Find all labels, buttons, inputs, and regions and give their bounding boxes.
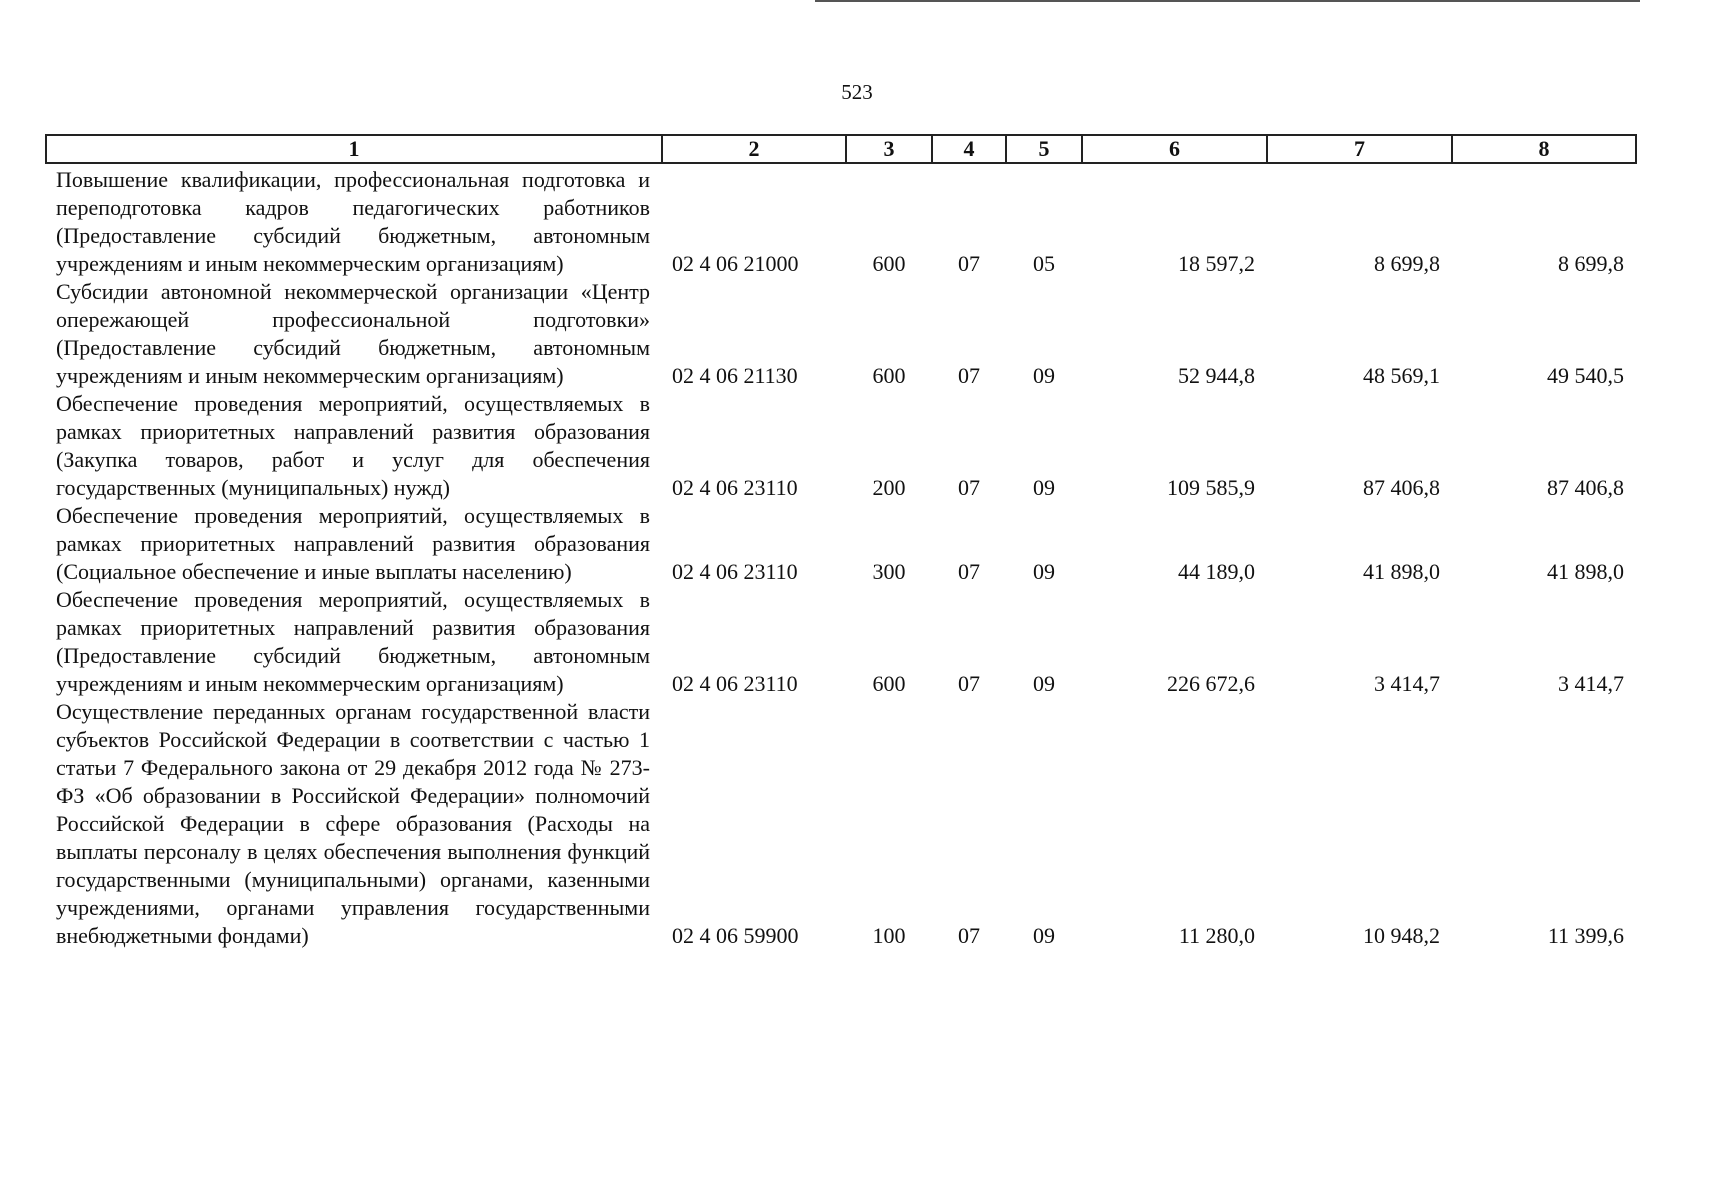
- row-col5: 05: [1033, 251, 1055, 276]
- table-row: [46, 390, 1636, 502]
- table-row: [46, 586, 1636, 698]
- row-col7: 8 699,8: [1374, 251, 1440, 276]
- row-col4: 07: [958, 671, 980, 696]
- row-col7: 87 406,8: [1363, 475, 1440, 500]
- row-col5: 09: [1033, 475, 1055, 500]
- table-row: [46, 163, 1636, 278]
- row-col6: 11 280,0: [1178, 923, 1255, 948]
- column-header-8: 8: [1452, 135, 1636, 163]
- row-col3: 600: [872, 251, 906, 276]
- row-description: Повышение квалификации, профессиональная подготовка и переподготовка кадров педагогических работников (Предоставление субсидий бюджетным, автономным учреждениям и иным некоммерческим организациям): [56, 167, 650, 276]
- column-header-5: 5: [1006, 135, 1082, 163]
- row-col3: 100: [872, 923, 906, 948]
- page-number: 523: [841, 80, 873, 104]
- row-col7: 41 898,0: [1363, 559, 1440, 584]
- row-col5: 09: [1033, 923, 1055, 948]
- row-code: 02 4 06 23110: [672, 559, 798, 584]
- column-header-3: 3: [846, 135, 932, 163]
- row-col4: 07: [958, 559, 980, 584]
- row-col8: 87 406,8: [1547, 475, 1624, 500]
- row-col7: 48 569,1: [1363, 363, 1440, 388]
- row-col5: 09: [1033, 363, 1055, 388]
- row-code: 02 4 06 21130: [672, 363, 798, 388]
- table-row: [46, 698, 1636, 950]
- row-col4: 07: [958, 363, 980, 388]
- table-row: [46, 278, 1636, 390]
- row-col8: 11 399,6: [1547, 923, 1624, 948]
- row-col5: 09: [1033, 559, 1055, 584]
- row-description: Обеспечение проведения мероприятий, осуществляемых в рамках приоритетных направлений развития образования (Закупка товаров, работ и услуг для обеспечения государственных (муниципальных) нужд): [56, 391, 650, 500]
- row-col3: 600: [872, 363, 906, 388]
- row-col6: 52 944,8: [1178, 363, 1255, 388]
- row-code: 02 4 06 21000: [672, 251, 799, 276]
- column-header-7: 7: [1267, 135, 1452, 163]
- budget-table: [45, 134, 1637, 950]
- row-col8: 49 540,5: [1547, 363, 1624, 388]
- row-col8: 8 699,8: [1558, 251, 1624, 276]
- header-row: [46, 135, 1636, 163]
- row-col6: 18 597,2: [1178, 251, 1255, 276]
- row-col4: 07: [958, 475, 980, 500]
- row-description: Субсидии автономной некоммерческой организации «Центр опережающей профессиональной подготовки» (Предоставление субсидий бюджетным, автономным учреждениям и иным некоммерческим организациям): [56, 279, 650, 388]
- top-rule: [815, 0, 1640, 2]
- row-col7: 10 948,2: [1363, 923, 1440, 948]
- row-col3: 200: [872, 475, 906, 500]
- row-col3: 600: [872, 671, 906, 696]
- column-header-6: 6: [1082, 135, 1267, 163]
- row-col6: 226 672,6: [1167, 671, 1255, 696]
- table-row: [46, 502, 1636, 586]
- row-col7: 3 414,7: [1374, 671, 1440, 696]
- row-col6: 44 189,0: [1178, 559, 1255, 584]
- row-description: Обеспечение проведения мероприятий, осуществляемых в рамках приоритетных направлений развития образования (Социальное обеспечение и иные выплаты населению): [56, 503, 650, 584]
- column-header-4: 4: [932, 135, 1006, 163]
- column-header-1: 1: [46, 135, 662, 163]
- row-description: Обеспечение проведения мероприятий, осуществляемых в рамках приоритетных направлений развития образования (Предоставление субсидий бюджетным, автономным учреждениям и иным некоммерческим организациям): [56, 587, 650, 696]
- row-description: Осуществление переданных органам государственной власти субъектов Российской Федерации в соответствии с частью 1 статьи 7 Федерального закона от 29 декабря 2012 года № 273-ФЗ «Об образовании в Российской Федерации» полномочий Российской Федерации в сфере образования (Расходы на выплаты персоналу в целях обеспечения выполнения функций государственными (муниципальными) органами, казенными учреждениями, органами управления государственными внебюджетными фондами): [56, 699, 650, 948]
- row-code: 02 4 06 23110: [672, 671, 798, 696]
- row-col3: 300: [872, 559, 906, 584]
- row-code: 02 4 06 23110: [672, 475, 798, 500]
- row-code: 02 4 06 59900: [672, 923, 799, 948]
- row-col6: 109 585,9: [1167, 475, 1255, 500]
- row-col8: 3 414,7: [1558, 671, 1624, 696]
- row-col5: 09: [1033, 671, 1055, 696]
- row-col4: 07: [958, 923, 980, 948]
- row-col8: 41 898,0: [1547, 559, 1624, 584]
- row-col4: 07: [958, 251, 980, 276]
- column-header-2: 2: [662, 135, 846, 163]
